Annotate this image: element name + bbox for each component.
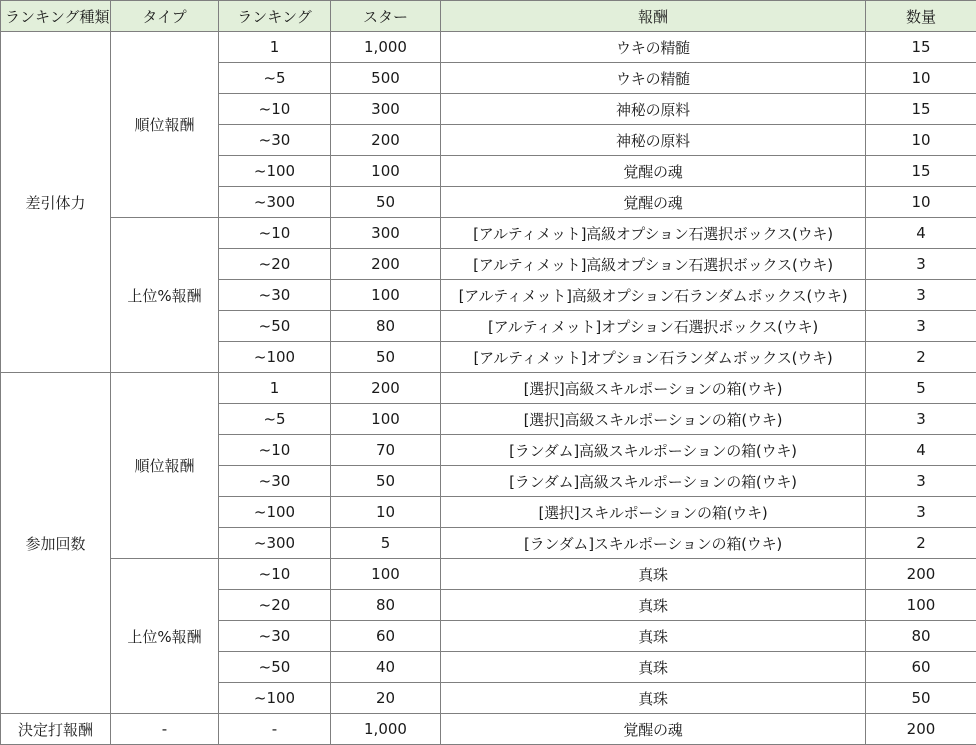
quantity-cell: 3	[866, 311, 976, 342]
type-cell: 順位報酬	[111, 373, 219, 559]
quantity-cell: 3	[866, 466, 976, 497]
stars-cell: 100	[331, 156, 441, 187]
reward-cell: [アルティメット]高級オプション石選択ボックス(ウキ)	[441, 218, 866, 249]
ranking-cell: ~20	[219, 590, 331, 621]
quantity-cell: 60	[866, 652, 976, 683]
ranking-cell: -	[219, 714, 331, 745]
stars-cell: 1,000	[331, 714, 441, 745]
quantity-cell: 3	[866, 404, 976, 435]
quantity-cell: 10	[866, 63, 976, 94]
reward-cell: 真珠	[441, 652, 866, 683]
stars-cell: 200	[331, 373, 441, 404]
ranking-cell: ~300	[219, 187, 331, 218]
ranking-cell: ~30	[219, 466, 331, 497]
reward-cell: 真珠	[441, 621, 866, 652]
ranking-cell: ~30	[219, 621, 331, 652]
reward-cell: 真珠	[441, 683, 866, 714]
quantity-cell: 200	[866, 714, 976, 745]
reward-cell: 神秘の原料	[441, 125, 866, 156]
type-cell: 上位%報酬	[111, 559, 219, 714]
reward-cell: [アルティメット]オプション石選択ボックス(ウキ)	[441, 311, 866, 342]
reward-cell: ウキの精髄	[441, 32, 866, 63]
ranking-cell: ~30	[219, 125, 331, 156]
stars-cell: 80	[331, 590, 441, 621]
quantity-cell: 100	[866, 590, 976, 621]
ranking-category-cell: 決定打報酬	[1, 714, 111, 745]
reward-cell: 覚醒の魂	[441, 714, 866, 745]
quantity-cell: 2	[866, 528, 976, 559]
stars-cell: 100	[331, 404, 441, 435]
ranking-cell: ~10	[219, 94, 331, 125]
quantity-cell: 15	[866, 94, 976, 125]
stars-cell: 70	[331, 435, 441, 466]
quantity-cell: 80	[866, 621, 976, 652]
stars-cell: 5	[331, 528, 441, 559]
header-ranking-category: ランキング種類	[1, 1, 111, 32]
table-row	[1, 559, 976, 590]
reward-cell: 真珠	[441, 590, 866, 621]
type-cell: 順位報酬	[111, 32, 219, 218]
ranking-cell: ~5	[219, 63, 331, 94]
reward-cell: 神秘の原料	[441, 94, 866, 125]
ranking-cell: ~5	[219, 404, 331, 435]
ranking-cell: 1	[219, 32, 331, 63]
ranking-cell: 1	[219, 373, 331, 404]
quantity-cell: 2	[866, 342, 976, 373]
reward-cell: 覚醒の魂	[441, 156, 866, 187]
ranking-category-cell: 差引体力	[1, 32, 111, 373]
header-type: タイプ	[111, 1, 219, 32]
quantity-cell: 200	[866, 559, 976, 590]
quantity-cell: 50	[866, 683, 976, 714]
ranking-cell: ~50	[219, 652, 331, 683]
quantity-cell: 10	[866, 187, 976, 218]
header-row	[1, 1, 976, 32]
table-row	[1, 714, 976, 745]
reward-cell: [アルティメット]オプション石ランダムボックス(ウキ)	[441, 342, 866, 373]
table-row	[1, 218, 976, 249]
stars-cell: 10	[331, 497, 441, 528]
stars-cell: 80	[331, 311, 441, 342]
stars-cell: 20	[331, 683, 441, 714]
ranking-cell: ~50	[219, 311, 331, 342]
header-ranking: ランキング	[219, 1, 331, 32]
table-body	[1, 32, 976, 745]
quantity-cell: 3	[866, 249, 976, 280]
stars-cell: 300	[331, 94, 441, 125]
quantity-cell: 3	[866, 497, 976, 528]
reward-cell: [選択]高級スキルポーションの箱(ウキ)	[441, 404, 866, 435]
ranking-category-cell: 参加回数	[1, 373, 111, 714]
ranking-cell: ~20	[219, 249, 331, 280]
header-reward: 報酬	[441, 1, 866, 32]
stars-cell: 40	[331, 652, 441, 683]
ranking-cell: ~100	[219, 156, 331, 187]
stars-cell: 200	[331, 125, 441, 156]
stars-cell: 1,000	[331, 32, 441, 63]
quantity-cell: 15	[866, 32, 976, 63]
reward-cell: [アルティメット]高級オプション石選択ボックス(ウキ)	[441, 249, 866, 280]
ranking-cell: ~100	[219, 342, 331, 373]
reward-cell: [アルティメット]高級オプション石ランダムボックス(ウキ)	[441, 280, 866, 311]
quantity-cell: 4	[866, 218, 976, 249]
reward-cell: [ランダム]高級スキルポーションの箱(ウキ)	[441, 435, 866, 466]
stars-cell: 100	[331, 280, 441, 311]
ranking-cell: ~100	[219, 497, 331, 528]
header-stars: スター	[331, 1, 441, 32]
ranking-cell: ~10	[219, 435, 331, 466]
ranking-cell: ~10	[219, 218, 331, 249]
stars-cell: 50	[331, 466, 441, 497]
stars-cell: 50	[331, 187, 441, 218]
table-row	[1, 373, 976, 404]
reward-cell: [ランダム]高級スキルポーションの箱(ウキ)	[441, 466, 866, 497]
stars-cell: 500	[331, 63, 441, 94]
reward-cell: ウキの精髄	[441, 63, 866, 94]
ranking-cell: ~30	[219, 280, 331, 311]
stars-cell: 50	[331, 342, 441, 373]
header-quantity: 数量	[866, 1, 976, 32]
stars-cell: 60	[331, 621, 441, 652]
ranking-cell: ~300	[219, 528, 331, 559]
reward-cell: [選択]高級スキルポーションの箱(ウキ)	[441, 373, 866, 404]
quantity-cell: 4	[866, 435, 976, 466]
quantity-cell: 3	[866, 280, 976, 311]
type-cell: -	[111, 714, 219, 745]
reward-cell: 真珠	[441, 559, 866, 590]
table-row	[1, 32, 976, 63]
quantity-cell: 15	[866, 156, 976, 187]
stars-cell: 300	[331, 218, 441, 249]
ranking-cell: ~100	[219, 683, 331, 714]
reward-cell: [選択]スキルポーションの箱(ウキ)	[441, 497, 866, 528]
quantity-cell: 10	[866, 125, 976, 156]
reward-cell: [ランダム]スキルポーションの箱(ウキ)	[441, 528, 866, 559]
ranking-cell: ~10	[219, 559, 331, 590]
reward-cell: 覚醒の魂	[441, 187, 866, 218]
quantity-cell: 5	[866, 373, 976, 404]
stars-cell: 100	[331, 559, 441, 590]
stars-cell: 200	[331, 249, 441, 280]
type-cell: 上位%報酬	[111, 218, 219, 373]
